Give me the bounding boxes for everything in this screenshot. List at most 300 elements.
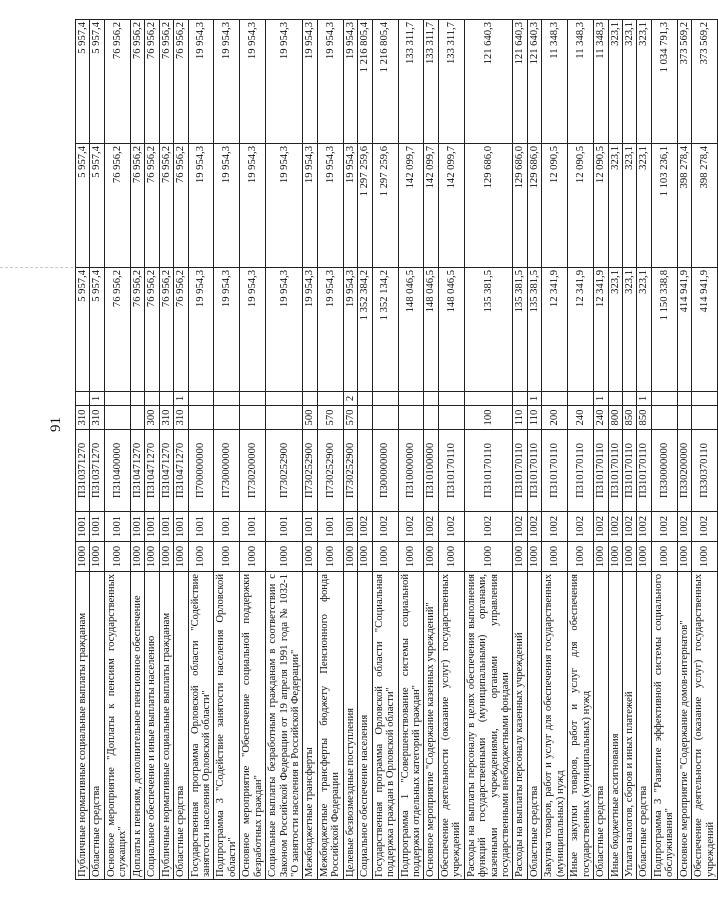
expense-type-cell: 110 xyxy=(527,406,541,430)
row-name-cell: Подпрограмма 3 "Развитие эффективной системы социального обслуживания" xyxy=(651,572,677,880)
target-article-cell: П310170110 xyxy=(542,430,568,512)
amount-year-1-cell: 76 956,2 xyxy=(104,268,130,392)
section-code-cell: 1000 xyxy=(174,542,188,572)
row-name-cell: Публичные нормативные социальные выплаты гражданам xyxy=(159,572,173,880)
table-row xyxy=(303,20,317,880)
expense-type-cell: 310 xyxy=(90,406,104,430)
row-name-cell: Публичные нормативные социальные выплаты гражданам xyxy=(76,572,90,880)
section-code-cell: 1000 xyxy=(343,542,357,572)
page-number: 91 xyxy=(48,417,64,432)
row-name-cell: Подпрограмма 1 "Совершенствование системы социальной поддержки отдельных категорий граждан" xyxy=(398,572,424,880)
expense-type-cell: 570 xyxy=(343,406,357,430)
funding-source-cell xyxy=(513,392,527,406)
target-article-cell xyxy=(358,430,372,512)
subsection-code-cell: 1001 xyxy=(214,512,240,542)
amount-year-1-cell: 19 954,3 xyxy=(303,268,317,392)
section-code-cell: 1000 xyxy=(90,542,104,572)
row-name-cell: Областные средства xyxy=(90,572,104,880)
subsection-code-cell: 1001 xyxy=(90,512,104,542)
amount-year-1-cell: 12 341,9 xyxy=(568,268,594,392)
amount-year-1-cell: 323,1 xyxy=(622,268,636,392)
amount-year-3-cell: 76 956,2 xyxy=(174,20,188,144)
amount-year-2-cell: 19 954,3 xyxy=(214,144,240,268)
amount-year-2-cell: 19 954,3 xyxy=(240,144,266,268)
target-article-cell: П730252900 xyxy=(303,430,317,512)
funding-source-cell xyxy=(240,392,266,406)
amount-year-2-cell: 323,1 xyxy=(637,144,651,268)
amount-year-3-cell: 121 640,3 xyxy=(527,20,541,144)
funding-source-cell: 1 xyxy=(527,392,541,406)
amount-year-2-cell: 5 957,4 xyxy=(76,144,90,268)
table-row xyxy=(317,20,343,880)
amount-year-1-cell: 1 352 384,2 xyxy=(358,268,372,392)
amount-year-3-cell: 19 954,3 xyxy=(188,20,214,144)
funding-source-cell xyxy=(622,392,636,406)
table-row xyxy=(677,20,691,880)
amount-year-1-cell: 414 941,9 xyxy=(677,268,691,392)
section-code-cell: 1000 xyxy=(266,542,303,572)
amount-year-2-cell: 323,1 xyxy=(608,144,622,268)
row-name-cell: Иные закупки товаров, работ и услуг для обеспечения государственных (муниципальных) нужд xyxy=(568,572,594,880)
table-row xyxy=(398,20,424,880)
target-article-cell: П310000000 xyxy=(398,430,424,512)
row-name-cell: Областные средства xyxy=(527,572,541,880)
amount-year-3-cell: 11 348,3 xyxy=(542,20,568,144)
funding-source-cell xyxy=(464,392,513,406)
funding-source-cell xyxy=(358,392,372,406)
amount-year-2-cell: 1 297 259,6 xyxy=(372,144,398,268)
funding-source-cell xyxy=(104,392,130,406)
expense-type-cell: 110 xyxy=(513,406,527,430)
section-code-cell: 1000 xyxy=(568,542,594,572)
amount-year-1-cell: 135 381,5 xyxy=(464,268,513,392)
section-code-cell: 1000 xyxy=(651,542,677,572)
section-code-cell: 1000 xyxy=(527,542,541,572)
row-name-cell: Социальное обеспечение и иные выплаты населению xyxy=(145,572,159,880)
expense-type-cell xyxy=(130,406,144,430)
table-row xyxy=(159,20,173,880)
funding-source-cell xyxy=(568,392,594,406)
amount-year-2-cell: 398 278,4 xyxy=(677,144,691,268)
target-article-cell: П310471270 xyxy=(159,430,173,512)
row-name-cell: Целевые безвозмездные поступления xyxy=(343,572,357,880)
row-name-cell: Иные бюджетные ассигнования xyxy=(608,572,622,880)
budget-table xyxy=(75,19,718,880)
amount-year-2-cell: 129 686,0 xyxy=(513,144,527,268)
amount-year-1-cell: 19 954,3 xyxy=(317,268,343,392)
target-article-cell: П310471270 xyxy=(145,430,159,512)
expense-type-cell: 310 xyxy=(76,406,90,430)
amount-year-3-cell: 133 311,7 xyxy=(438,20,464,144)
funding-source-cell xyxy=(677,392,691,406)
section-code-cell: 1000 xyxy=(358,542,372,572)
subsection-code-cell: 1002 xyxy=(464,512,513,542)
table-row xyxy=(266,20,303,880)
subsection-code-cell: 1002 xyxy=(542,512,568,542)
amount-year-1-cell: 148 046,5 xyxy=(438,268,464,392)
row-name-cell: Уплата налогов, сборов и иных платежей xyxy=(622,572,636,880)
funding-source-cell: 1 xyxy=(174,392,188,406)
expense-type-cell: 500 xyxy=(303,406,317,430)
amount-year-2-cell: 76 956,2 xyxy=(104,144,130,268)
expense-type-cell: 310 xyxy=(174,406,188,430)
funding-source-cell xyxy=(76,392,90,406)
funding-source-cell: 1 xyxy=(90,392,104,406)
target-article-cell: П310170110 xyxy=(637,430,651,512)
amount-year-3-cell: 76 956,2 xyxy=(159,20,173,144)
subsection-code-cell: 1002 xyxy=(424,512,438,542)
target-article-cell: П700000000 xyxy=(188,430,214,512)
section-code-cell: 1000 xyxy=(104,542,130,572)
table-row xyxy=(174,20,188,880)
amount-year-3-cell: 19 954,3 xyxy=(317,20,343,144)
budget-table-body xyxy=(76,20,718,880)
target-article-cell: П730252900 xyxy=(317,430,343,512)
row-name-cell: Государственная программа Орловской области "Социальная поддержка граждан в Орловской области" xyxy=(372,572,398,880)
subsection-code-cell: 1001 xyxy=(174,512,188,542)
target-article-cell: П310170110 xyxy=(438,430,464,512)
expense-type-cell xyxy=(358,406,372,430)
subsection-code-cell: 1002 xyxy=(608,512,622,542)
expense-type-cell: 240 xyxy=(568,406,594,430)
amount-year-2-cell: 142 099,7 xyxy=(398,144,424,268)
row-name-cell: Расходы на выплаты персоналу казенных учреждений xyxy=(513,572,527,880)
amount-year-2-cell: 323,1 xyxy=(622,144,636,268)
table-row xyxy=(90,20,104,880)
amount-year-3-cell: 19 954,3 xyxy=(266,20,303,144)
expense-type-cell xyxy=(188,406,214,430)
rotated-budget-table-container xyxy=(75,20,716,880)
target-article-cell: П310170110 xyxy=(568,430,594,512)
target-article-cell: П310170110 xyxy=(513,430,527,512)
section-code-cell: 1000 xyxy=(464,542,513,572)
table-row xyxy=(130,20,144,880)
table-row xyxy=(568,20,594,880)
row-name-cell: Областные средства xyxy=(637,572,651,880)
target-article-cell: П310170110 xyxy=(464,430,513,512)
amount-year-2-cell: 1 103 236,1 xyxy=(651,144,677,268)
subsection-code-cell: 1002 xyxy=(527,512,541,542)
section-code-cell: 1000 xyxy=(622,542,636,572)
subsection-code-cell: 1001 xyxy=(266,512,303,542)
amount-year-2-cell: 1 297 259,6 xyxy=(358,144,372,268)
target-article-cell: П330370110 xyxy=(692,430,718,512)
section-code-cell: 1000 xyxy=(608,542,622,572)
amount-year-2-cell: 398 278,4 xyxy=(692,144,718,268)
target-article-cell: П310100000 xyxy=(424,430,438,512)
amount-year-1-cell: 135 381,5 xyxy=(527,268,541,392)
funding-source-cell xyxy=(130,392,144,406)
amount-year-3-cell: 323,1 xyxy=(622,20,636,144)
row-name-cell: Основное мероприятие "Содержание домов-интернатов" xyxy=(677,572,691,880)
amount-year-3-cell: 19 954,3 xyxy=(343,20,357,144)
target-article-cell: П730200000 xyxy=(240,430,266,512)
funding-source-cell xyxy=(188,392,214,406)
subsection-code-cell: 1002 xyxy=(513,512,527,542)
expense-type-cell: 100 xyxy=(464,406,513,430)
subsection-code-cell: 1001 xyxy=(188,512,214,542)
expense-type-cell xyxy=(398,406,424,430)
section-code-cell: 1000 xyxy=(188,542,214,572)
amount-year-2-cell: 76 956,2 xyxy=(145,144,159,268)
subsection-code-cell: 1001 xyxy=(104,512,130,542)
amount-year-2-cell: 5 957,4 xyxy=(90,144,104,268)
amount-year-3-cell: 1 216 805,4 xyxy=(372,20,398,144)
target-article-cell: П310371270 xyxy=(90,430,104,512)
section-code-cell: 1000 xyxy=(372,542,398,572)
amount-year-1-cell: 12 341,9 xyxy=(542,268,568,392)
row-name-cell: Обеспечение деятельности (оказание услуг) государственных учреждений xyxy=(692,572,718,880)
row-name-cell: Межбюджетные трансферты бюджету Пенсионного фонда Российской Федерации xyxy=(317,572,343,880)
expense-type-cell: 850 xyxy=(622,406,636,430)
funding-source-cell xyxy=(317,392,343,406)
expense-type-cell xyxy=(651,406,677,430)
amount-year-3-cell: 1 216 805,4 xyxy=(358,20,372,144)
expense-type-cell: 200 xyxy=(542,406,568,430)
table-row xyxy=(240,20,266,880)
expense-type-cell: 240 xyxy=(594,406,608,430)
funding-source-cell: 2 xyxy=(343,392,357,406)
amount-year-3-cell: 11 348,3 xyxy=(594,20,608,144)
table-row xyxy=(188,20,214,880)
section-code-cell: 1000 xyxy=(317,542,343,572)
amount-year-1-cell: 19 954,3 xyxy=(214,268,240,392)
table-row xyxy=(214,20,240,880)
amount-year-3-cell: 76 956,2 xyxy=(130,20,144,144)
amount-year-1-cell: 12 341,9 xyxy=(594,268,608,392)
row-name-cell: Социальные выплаты безработным гражданам в соответствии с Законом Российской Федерации от 19 апреля 1991 года № 1032-1 "О занятости населения в Российской Федерации" xyxy=(266,572,303,880)
amount-year-2-cell: 19 954,3 xyxy=(188,144,214,268)
amount-year-3-cell: 5 957,4 xyxy=(90,20,104,144)
amount-year-1-cell: 76 956,2 xyxy=(174,268,188,392)
funding-source-cell: 1 xyxy=(637,392,651,406)
amount-year-2-cell: 129 686,0 xyxy=(464,144,513,268)
table-row xyxy=(438,20,464,880)
amount-year-3-cell: 76 956,2 xyxy=(145,20,159,144)
amount-year-2-cell: 19 954,3 xyxy=(266,144,303,268)
funding-source-cell xyxy=(159,392,173,406)
expense-type-cell xyxy=(240,406,266,430)
amount-year-3-cell: 133 311,7 xyxy=(424,20,438,144)
subsection-code-cell: 1002 xyxy=(677,512,691,542)
section-code-cell: 1000 xyxy=(398,542,424,572)
amount-year-1-cell: 5 957,4 xyxy=(76,268,90,392)
section-code-cell: 1000 xyxy=(424,542,438,572)
amount-year-2-cell: 19 954,3 xyxy=(317,144,343,268)
section-code-cell: 1000 xyxy=(240,542,266,572)
row-name-cell: Доплаты к пенсиям, дополнительное пенсионное обеспечение xyxy=(130,572,144,880)
funding-source-cell xyxy=(398,392,424,406)
expense-type-cell xyxy=(214,406,240,430)
table-row xyxy=(637,20,651,880)
amount-year-3-cell: 373 569,2 xyxy=(677,20,691,144)
funding-source-cell xyxy=(651,392,677,406)
target-article-cell: П310471270 xyxy=(174,430,188,512)
table-row xyxy=(343,20,357,880)
expense-type-cell: 570 xyxy=(317,406,343,430)
subsection-code-cell: 1002 xyxy=(438,512,464,542)
funding-source-cell xyxy=(424,392,438,406)
target-article-cell: П310471270 xyxy=(130,430,144,512)
table-row xyxy=(527,20,541,880)
amount-year-3-cell: 5 957,4 xyxy=(76,20,90,144)
subsection-code-cell: 1002 xyxy=(568,512,594,542)
section-code-cell: 1000 xyxy=(513,542,527,572)
expense-type-cell xyxy=(677,406,691,430)
amount-year-1-cell: 148 046,5 xyxy=(424,268,438,392)
row-name-cell: Областные средства xyxy=(594,572,608,880)
subsection-code-cell: 1001 xyxy=(159,512,173,542)
amount-year-1-cell: 1 150 338,8 xyxy=(651,268,677,392)
row-name-cell: Основное мероприятие "Доплаты к пенсиям государственных служащих" xyxy=(104,572,130,880)
subsection-code-cell: 1002 xyxy=(398,512,424,542)
amount-year-2-cell: 19 954,3 xyxy=(343,144,357,268)
amount-year-2-cell: 142 099,7 xyxy=(424,144,438,268)
table-row xyxy=(542,20,568,880)
amount-year-3-cell: 19 954,3 xyxy=(214,20,240,144)
funding-source-cell xyxy=(266,392,303,406)
target-article-cell: П310170110 xyxy=(622,430,636,512)
row-name-cell: Социальное обеспечение населения xyxy=(358,572,372,880)
expense-type-cell: 300 xyxy=(145,406,159,430)
expense-type-cell: 800 xyxy=(608,406,622,430)
subsection-code-cell: 1002 xyxy=(692,512,718,542)
amount-year-3-cell: 373 569,2 xyxy=(692,20,718,144)
section-code-cell: 1000 xyxy=(594,542,608,572)
subsection-code-cell: 1001 xyxy=(145,512,159,542)
section-code-cell: 1000 xyxy=(542,542,568,572)
row-name-cell: Государственная программа Орловской области "Содействие занятости населения Орловской области" xyxy=(188,572,214,880)
funding-source-cell xyxy=(303,392,317,406)
subsection-code-cell: 1002 xyxy=(594,512,608,542)
amount-year-2-cell: 19 954,3 xyxy=(303,144,317,268)
table-row xyxy=(358,20,372,880)
section-code-cell: 1000 xyxy=(130,542,144,572)
table-row xyxy=(76,20,90,880)
section-code-cell: 1000 xyxy=(677,542,691,572)
expense-type-cell xyxy=(438,406,464,430)
funding-source-cell: 1 xyxy=(594,392,608,406)
amount-year-2-cell: 76 956,2 xyxy=(174,144,188,268)
table-row xyxy=(145,20,159,880)
expense-type-cell xyxy=(424,406,438,430)
amount-year-2-cell: 12 090,5 xyxy=(568,144,594,268)
table-row xyxy=(424,20,438,880)
expense-type-cell: 850 xyxy=(637,406,651,430)
subsection-code-cell: 1002 xyxy=(651,512,677,542)
subsection-code-cell: 1001 xyxy=(76,512,90,542)
table-row xyxy=(372,20,398,880)
target-article-cell: П310400000 xyxy=(104,430,130,512)
table-row xyxy=(608,20,622,880)
subsection-code-cell: 1001 xyxy=(130,512,144,542)
table-row xyxy=(651,20,677,880)
amount-year-1-cell: 19 954,3 xyxy=(266,268,303,392)
funding-source-cell xyxy=(692,392,718,406)
amount-year-3-cell: 11 348,3 xyxy=(568,20,594,144)
amount-year-1-cell: 5 957,4 xyxy=(90,268,104,392)
amount-year-3-cell: 121 640,3 xyxy=(513,20,527,144)
amount-year-1-cell: 76 956,2 xyxy=(159,268,173,392)
section-code-cell: 1000 xyxy=(303,542,317,572)
amount-year-1-cell: 76 956,2 xyxy=(145,268,159,392)
funding-source-cell xyxy=(542,392,568,406)
amount-year-1-cell: 19 954,3 xyxy=(188,268,214,392)
target-article-cell: П730252900 xyxy=(343,430,357,512)
row-name-cell: Подпрограмма 3 "Содействие занятости населения Орловской области" xyxy=(214,572,240,880)
amount-year-2-cell: 76 956,2 xyxy=(159,144,173,268)
amount-year-3-cell: 323,1 xyxy=(608,20,622,144)
subsection-code-cell: 1001 xyxy=(317,512,343,542)
amount-year-3-cell: 133 311,7 xyxy=(398,20,424,144)
amount-year-3-cell: 76 956,2 xyxy=(104,20,130,144)
amount-year-1-cell: 323,1 xyxy=(608,268,622,392)
amount-year-3-cell: 323,1 xyxy=(637,20,651,144)
amount-year-2-cell: 129 686,0 xyxy=(527,144,541,268)
amount-year-2-cell: 12 090,5 xyxy=(594,144,608,268)
amount-year-3-cell: 121 640,3 xyxy=(464,20,513,144)
row-name-cell: Основное мероприятие "Содержание казенных учреждений" xyxy=(424,572,438,880)
amount-year-3-cell: 19 954,3 xyxy=(240,20,266,144)
expense-type-cell: 310 xyxy=(159,406,173,430)
funding-source-cell xyxy=(145,392,159,406)
subsection-code-cell: 1001 xyxy=(240,512,266,542)
expense-type-cell xyxy=(372,406,398,430)
target-article-cell: П330000000 xyxy=(651,430,677,512)
row-name-cell: Расходы на выплаты персоналу в целях обеспечения выполнения функций государственными (муниципальными) органами, казенными учреждениями, органами управления государственными внебюджетными фондами xyxy=(464,572,513,880)
target-article-cell: П330200000 xyxy=(677,430,691,512)
amount-year-2-cell: 76 956,2 xyxy=(130,144,144,268)
table-row xyxy=(513,20,527,880)
amount-year-1-cell: 19 954,3 xyxy=(240,268,266,392)
target-article-cell: П310170110 xyxy=(594,430,608,512)
amount-year-1-cell: 148 046,5 xyxy=(398,268,424,392)
section-code-cell: 1000 xyxy=(214,542,240,572)
amount-year-1-cell: 19 954,3 xyxy=(343,268,357,392)
expense-type-cell xyxy=(104,406,130,430)
funding-source-cell xyxy=(372,392,398,406)
section-code-cell: 1000 xyxy=(637,542,651,572)
subsection-code-cell: 1002 xyxy=(622,512,636,542)
table-row xyxy=(622,20,636,880)
target-article-cell: П730000000 xyxy=(214,430,240,512)
table-row xyxy=(594,20,608,880)
section-code-cell: 1000 xyxy=(145,542,159,572)
target-article-cell: П300000000 xyxy=(372,430,398,512)
expense-type-cell xyxy=(266,406,303,430)
expense-type-cell xyxy=(692,406,718,430)
amount-year-3-cell: 1 034 791,3 xyxy=(651,20,677,144)
subsection-code-cell: 1002 xyxy=(372,512,398,542)
table-row xyxy=(464,20,513,880)
target-article-cell: П310170110 xyxy=(527,430,541,512)
target-article-cell: П730252900 xyxy=(266,430,303,512)
row-name-cell: Основное мероприятие "Обеспечение социальной поддержки безработных граждан" xyxy=(240,572,266,880)
amount-year-1-cell: 76 956,2 xyxy=(130,268,144,392)
section-code-cell: 1000 xyxy=(159,542,173,572)
row-name-cell: Областные средства xyxy=(174,572,188,880)
funding-source-cell xyxy=(214,392,240,406)
target-article-cell: П310170110 xyxy=(608,430,622,512)
funding-source-cell xyxy=(438,392,464,406)
amount-year-1-cell: 323,1 xyxy=(637,268,651,392)
table-row xyxy=(104,20,130,880)
amount-year-2-cell: 12 090,5 xyxy=(542,144,568,268)
row-name-cell: Закупка товаров, работ и услуг для обеспечения государственных (муниципальных) нужд xyxy=(542,572,568,880)
amount-year-1-cell: 1 352 134,2 xyxy=(372,268,398,392)
subsection-code-cell: 1001 xyxy=(303,512,317,542)
amount-year-3-cell: 19 954,3 xyxy=(303,20,317,144)
